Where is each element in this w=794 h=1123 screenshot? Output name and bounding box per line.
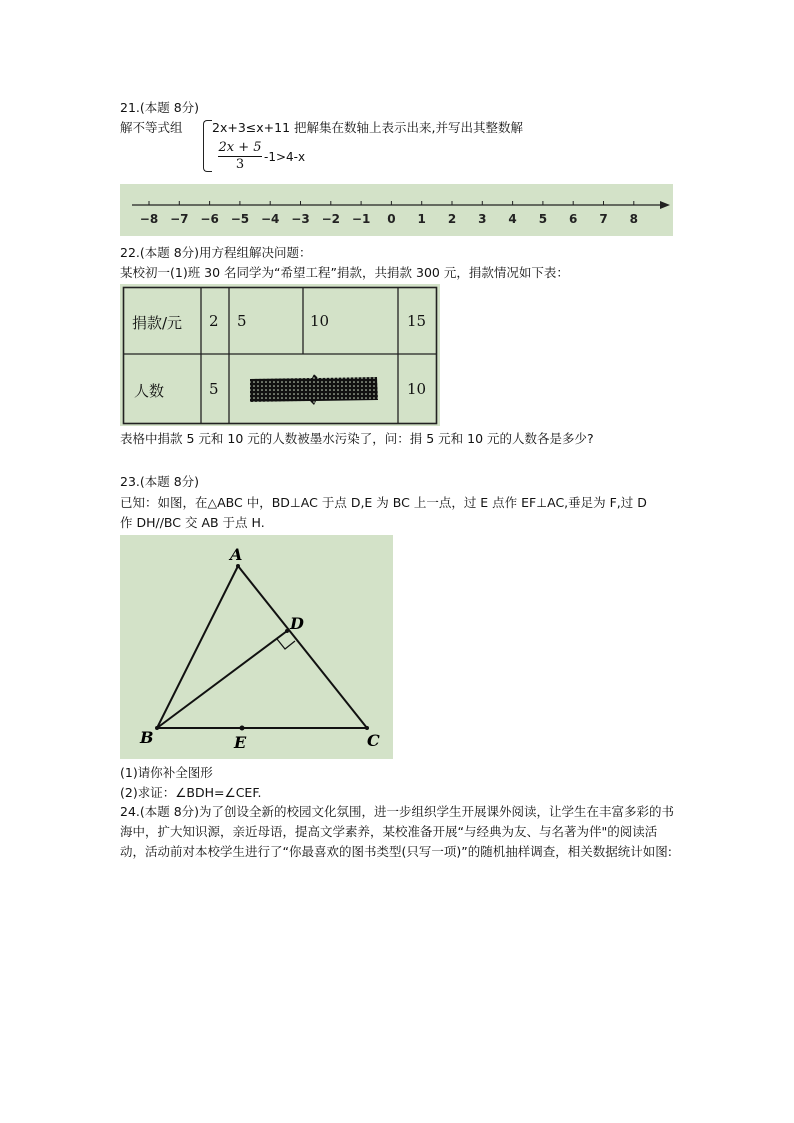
label-c: C	[367, 731, 380, 750]
q22-question: 表格中捐款 5 元和 10 元的人数被墨水污染了，问：捐 5 元和 10 元的人数各是多少?	[120, 431, 594, 446]
number-line	[120, 184, 673, 236]
number-line-tick-label: −4	[260, 212, 280, 226]
q23-part2: (2)求证：∠BDH=∠CEF.	[120, 785, 262, 800]
table-cell-people-5: 5	[209, 380, 219, 398]
number-line-tick-label: −6	[200, 212, 219, 226]
q22-line1: 某校初一(1)班 30 名同学为“希望工程”捐款，共捐款 300 元，捐款情况如下表：	[120, 265, 569, 280]
fraction-numerator: 2x + 5	[218, 140, 262, 155]
number-line-tick-label: 7	[599, 212, 608, 226]
number-line-tick-label: 1	[417, 212, 426, 226]
number-line-tick-label: 3	[478, 212, 487, 226]
table-grid	[120, 284, 440, 426]
q24-text: 24.(本题 8分)为了创设全新的校园文化氛围，进一步组织学生开展课外阅读，让学生在丰富多彩的书海中，扩大知识源，亲近母语，提高文学素养，某校准备开展“与经典为友、与名著为伴"的阅读活动，活动前对本校学生进行了“你最喜欢的图书类型(只写一项)”的随机抽样调查，相关数据统计如图:	[120, 804, 675, 859]
number-line-tick-label: −5	[230, 212, 250, 226]
label-e: E	[234, 733, 247, 752]
number-line-tick-label: 0	[387, 212, 396, 226]
number-line-tick-label: 5	[538, 212, 548, 226]
number-line-tick-label: 4	[508, 212, 517, 226]
number-line-tick-label: 2	[447, 212, 457, 226]
number-line-tick-label: 6	[569, 212, 578, 226]
number-line-tick-label: 8	[629, 212, 638, 226]
number-line-tick-label: −2	[321, 212, 341, 226]
label-d: D	[290, 614, 304, 633]
q21-prefix: 解不等式组	[120, 120, 183, 135]
ink-smudge	[250, 374, 378, 405]
q23-part1: (1)请你补全图形	[120, 765, 213, 780]
triangle-diagram	[120, 535, 393, 759]
number-line-arrow	[660, 201, 670, 209]
q23-line2: 作 DH//BC 交 AB 于点 H.	[120, 515, 265, 530]
table-cell-2: 2	[209, 312, 219, 330]
triangle-figure	[120, 535, 393, 759]
segment-bd	[157, 631, 287, 728]
table-cell-people-10: 10	[407, 380, 427, 398]
q21-fraction	[218, 140, 262, 173]
q21-inequality-2-tail: -1>4-x	[264, 150, 306, 164]
point-e	[240, 726, 245, 731]
table-cell-5: 5	[237, 312, 247, 330]
number-line-tick-label: −8	[139, 212, 159, 226]
q21-inequality-1: 2x+3≤x+11 把解集在数轴上表示出来,并写出其整数解	[212, 120, 523, 135]
q21-header: 21.(本题 8分)	[120, 100, 200, 115]
number-line-tick-label: −1	[351, 212, 371, 226]
table-cell-10: 10	[310, 312, 330, 330]
fraction-denominator: 3	[235, 157, 245, 172]
table-cell-15: 15	[407, 312, 427, 330]
number-line-tick-label: −7	[170, 212, 189, 226]
system-brace	[203, 120, 212, 172]
table-header-people: 人数	[134, 382, 165, 400]
number-line-panel	[120, 184, 673, 236]
q23-line1: 已知：如图，在△ABC 中，BD⊥AC 于点 D,E 为 BC 上一点，过 E 点作 EF⊥AC,垂足为 F,过 D	[120, 495, 647, 510]
number-line-tick-label: −3	[291, 212, 310, 226]
right-angle-mark	[277, 639, 295, 649]
label-a: A	[230, 545, 243, 564]
donation-table	[120, 284, 440, 426]
label-b: B	[140, 728, 154, 747]
table-header-donation: 捐款/元	[132, 314, 183, 332]
q23-header: 23.(本题 8分)	[120, 474, 200, 489]
q22-header: 22.(本题 8分)用方程组解决问题：	[120, 245, 312, 260]
